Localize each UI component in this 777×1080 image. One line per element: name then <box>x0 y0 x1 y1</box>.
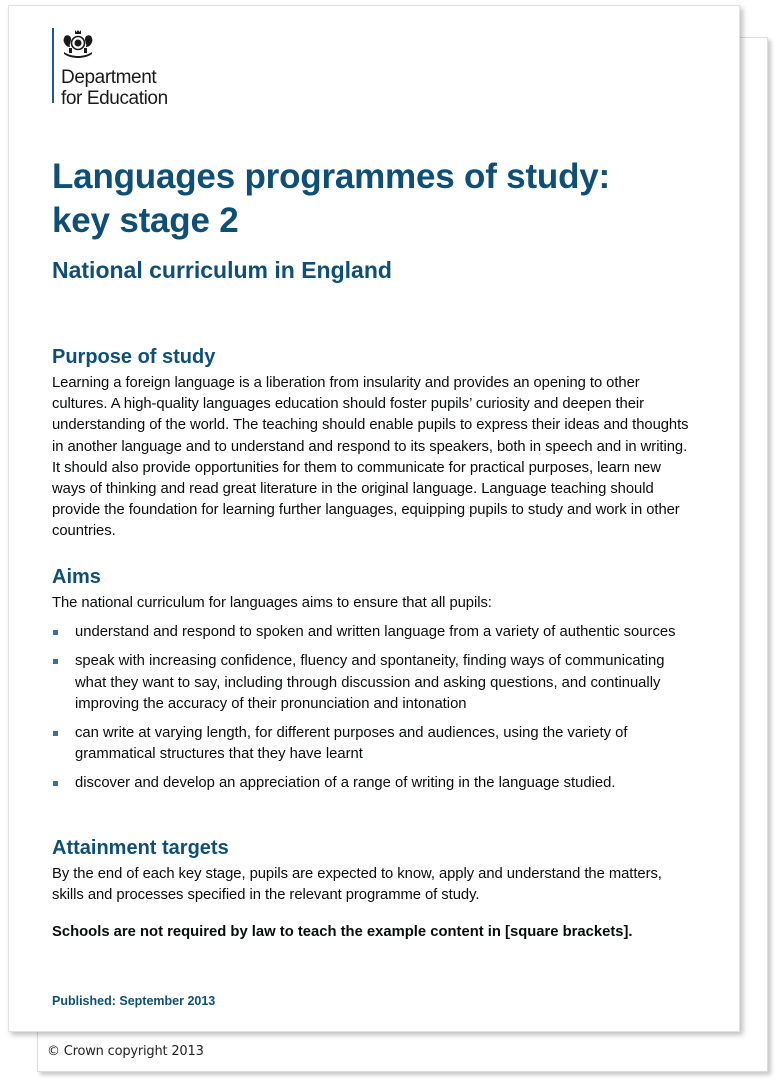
logo-bar <box>52 28 54 103</box>
aims-intro: The national curriculum for languages aims to ensure that all pupils: <box>52 595 492 611</box>
aims-item-text: understand and respond to spoken and written language from a variety of authentic sources <box>75 624 676 641</box>
department-name-line1: Department <box>61 67 157 88</box>
square-bullet-icon <box>53 731 58 736</box>
royal-crest-icon <box>60 28 96 60</box>
aims-item-text: speak with increasing confidence, fluency and spontaneity, finding ways of communicating what they want to say, including through discussion and asking questions, and continually improving the accuracy of their pronunciation and intonation <box>75 653 665 712</box>
published-date: Published: September 2013 <box>52 994 216 1008</box>
purpose-heading: Purpose of study <box>52 346 216 368</box>
aims-heading: Aims <box>52 566 101 588</box>
attainment-text: By the end of each key stage, pupils are expected to know, apply and understand the matters, skills and processes specified in the relevant programme of study. <box>52 866 662 904</box>
attainment-section <box>52 835 692 943</box>
department-name-line2: for Education <box>61 88 168 109</box>
aims-list-item <box>52 723 692 765</box>
document-subtitle: National curriculum in England <box>52 257 392 283</box>
square-bullet-icon <box>53 630 58 635</box>
aims-list-item <box>52 651 692 715</box>
title-line1: Languages programmes of study: <box>52 157 610 196</box>
aims-list-item <box>52 622 692 643</box>
purpose-text: Learning a foreign language is a liberation from insularity and provides an opening to other cultures. A high-quality languages education should foster pupils’ curiosity and deepen their understanding of the world. The teaching should enable pupils to express their ideas and thoughts in another language and to understand and respond to its speakers, both in speech and in writing. It should also provide opportunities for them to communicate for practical purposes, learn new ways of thinking and read great literature in the original language. Language teaching should provide the foundation for learning further languages, equipping pupils to study and work in other countries. <box>52 375 689 540</box>
attainment-heading: Attainment targets <box>52 837 229 859</box>
aims-item-text: discover and develop an appreciation of a range of writing in the language studied. <box>75 775 616 792</box>
square-bullet-icon <box>53 781 58 786</box>
document-title <box>52 155 610 243</box>
square-bullet-icon <box>53 659 58 664</box>
aims-item-text: can write at varying length, for different purposes and audiences, using the variety of grammatical structures that they have learnt <box>75 725 628 763</box>
copyright-notice: © Crown copyright 2013 <box>47 1044 204 1059</box>
aims-list <box>52 622 692 794</box>
title-line2: key stage 2 <box>52 201 239 240</box>
example-content-note: Schools are not required by law to teach the example content in [square brackets]. <box>52 924 633 941</box>
aims-list-item <box>52 773 692 794</box>
purpose-section <box>52 344 692 543</box>
department-name <box>61 67 168 109</box>
aims-section <box>52 564 692 795</box>
